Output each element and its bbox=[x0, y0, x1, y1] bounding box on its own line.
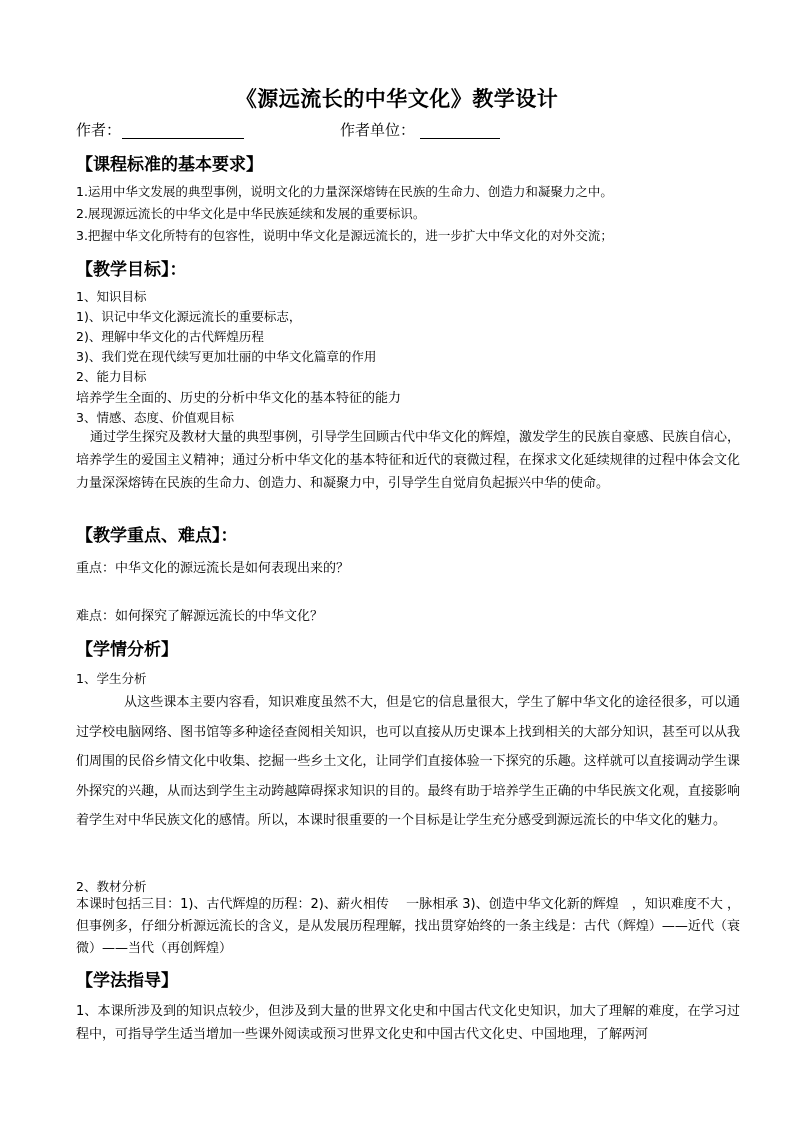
material-analysis-paragraph: 本课时包括三目：1)、古代辉煌的历程：2)、薪火相传 一脉相承 3)、创造中华文化新的辉煌 ，知识难度不大 ，但事例多，仔细分析源远流长的含义，是从发展历程理解，找出贯穿始终的一条主线是：古代（辉煌）——近代（衰微）——当代（再创辉煌） bbox=[76, 897, 740, 956]
document-title: 《源远流长的中华文化》教学设计 bbox=[235, 86, 559, 111]
standard-item: 3.把握中华文化所特有的包容性，说明中华文化是源远流长的，进一步扩大中华文化的对外交流； bbox=[76, 228, 613, 243]
method-paragraph: 1、本课所涉及到的知识点较少，但涉及到大量的世界文化史和中国古代文化史知识，加大了理解的难度，在学习过程中，可指导学生适当增加一些课外阅读或预习世界文化史和中国古代文化史、中国地理，了解两河 bbox=[76, 1004, 740, 1042]
student-analysis-label: 1、学生分析 bbox=[76, 671, 147, 686]
author-unit-blank-line bbox=[420, 138, 500, 139]
goals-paragraph: 通过学生探究及教材大量的典型事例，引导学生回顾古代中华文化的辉煌，激发学生的民族自豪感、民族自信心，培养学生的爱国主义精神；通过分析中华文化的基本特征和近代的衰微过程，在探求文化延续规律的过程中体会文化力量深深熔铸在民族的生命力、创造力、和凝聚力中，引导学生自觉肩负起振兴中华的使命。 bbox=[76, 430, 741, 491]
heading-goals: 【教学目标】： bbox=[76, 260, 187, 280]
author-blank-line bbox=[122, 138, 244, 139]
heading-analysis: 【学情分析】 bbox=[76, 640, 178, 660]
standard-item: 1.运用中华文发展的典型事例，说明文化的力量深深熔铸在民族的生命力、创造力和凝聚力之中。 bbox=[76, 184, 613, 199]
goal-line: 3、情感、态度、价值观目标 bbox=[76, 410, 234, 425]
difficult-point: 难点：如何探究了解源远流长的中华文化？ bbox=[76, 609, 324, 624]
heading-key-points: 【教学重点、难点】： bbox=[76, 526, 238, 546]
goal-line: 2、能力目标 bbox=[76, 369, 147, 384]
key-point: 重点：中华文化的源远流长是如何表现出来的？ bbox=[76, 561, 350, 576]
author-unit-label: 作者单位： bbox=[340, 121, 416, 139]
heading-method: 【学法指导】 bbox=[76, 971, 178, 991]
author-label: 作者： bbox=[76, 121, 122, 139]
material-analysis-label: 2、教材分析 bbox=[76, 879, 147, 894]
goal-line: 3)、我们党在现代续写更加壮丽的中华文化篇章的作用 bbox=[76, 349, 377, 364]
goal-line: 培养学生全面的、历史的分析中华文化的基本特征的能力 bbox=[76, 391, 402, 406]
standard-item: 2.展现源远流长的中华文化是中华民族延续和发展的重要标识。 bbox=[76, 206, 426, 221]
goal-line: 2)、理解中华文化的古代辉煌历程 bbox=[76, 329, 264, 344]
goal-line: 1、知识目标 bbox=[76, 289, 147, 304]
heading-standards: 【课程标准的基本要求】 bbox=[76, 155, 263, 175]
student-analysis-paragraph: 从这些课本主要内容看，知识难度虽然不大，但是它的信息量很大，学生了解中华文化的途径很多，可以通过学校电脑网络、图书馆等多种途径查阅相关知识，也可以直接从历史课本上找到相关的大部分知识，甚至可以从我们周围的民俗乡情文化中收集、挖掘一些乡土文化，让同学们直接体验一下探究的乐趣。这样就可以直接调动学生课外探究的兴趣，从而达到学生主动跨越障碍探求知识的目的。最终有助于培养学生正确的中华民族文化观，直接影响着学生对中华民族文化的感情。所以，本课时很重要的一个目标是让学生充分感受到源远流长的中华文化的魅力。 bbox=[76, 695, 740, 828]
goal-line: 1)、识记中华文化源远流长的重要标志， bbox=[76, 309, 302, 324]
